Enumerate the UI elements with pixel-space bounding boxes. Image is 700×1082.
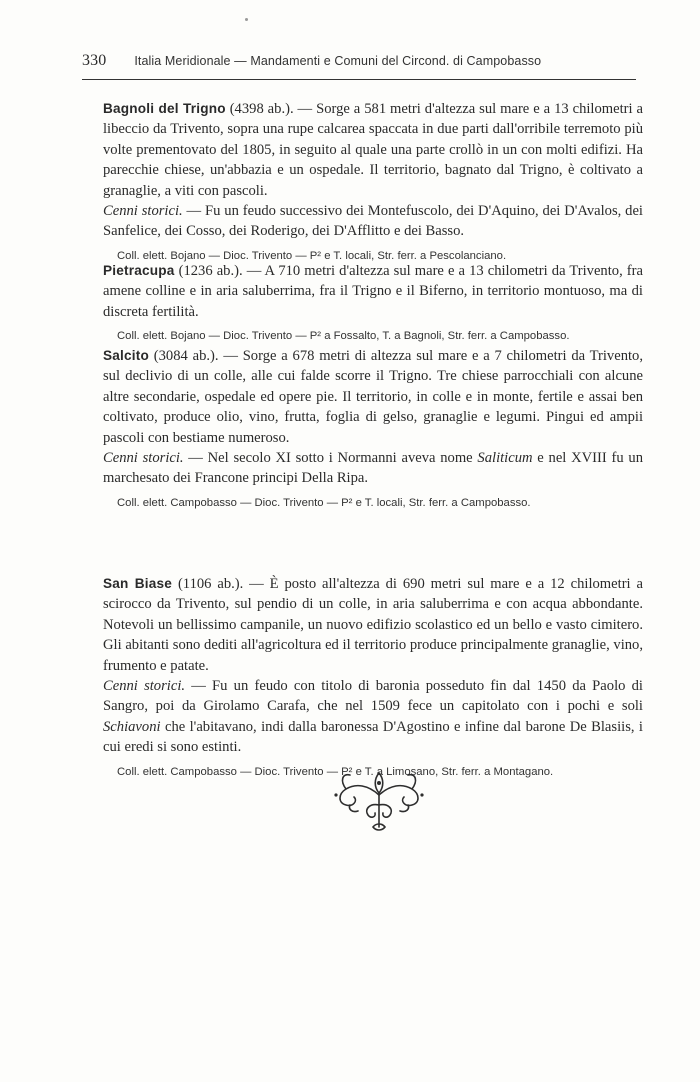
entry-name: Bagnoli del Trigno	[103, 101, 226, 116]
cenni-label: Cenni storici.	[103, 678, 186, 695]
entry-description	[103, 261, 643, 322]
entry-bagnoli-del-trigno	[103, 99, 643, 264]
entry-name: Pietracupa	[103, 263, 175, 278]
running-header	[82, 52, 636, 70]
entry-admin-line: Coll. elett. Campobasso — Dioc. Trivento — P² e T. a Limosano, Str. ferr. a Montagano.	[117, 765, 554, 778]
running-title: Italia Meridionale — Mandamenti e Comuni del Circond. di Campobasso	[134, 54, 542, 68]
cenni-text: e nel XVIII fu un marchesato dei Francone principi Della Ripa.	[103, 450, 643, 487]
entry-admin-line: Coll. elett. Campobasso — Dioc. Trivento — P² e T. locali, Str. ferr. a Campobasso.	[117, 496, 531, 509]
entry-admin-line: Coll. elett. Bojano — Dioc. Trivento — P² e T. locali, Str. ferr. a Pescolanciano.	[117, 249, 507, 262]
cenni-text: — Fu un feudo successivo dei Montefuscolo, dei D'Aquino, dei D'Avalos, dei Sanfelice, dei Cosso, dei Roderigo, dei D'Afflitto e dei Basso.	[103, 203, 643, 240]
page-number: 330	[82, 52, 107, 69]
entry-san-biase	[103, 574, 643, 780]
cenni-text: — Fu un feudo con titolo di baronia posseduto fin dal 1450 da Paolo di Sangro, poi da Girolamo Carafa, che nel 1509 fece un capitolato con i pochi e soli	[103, 678, 643, 715]
entry-admin-line: Coll. elett. Bojano — Dioc. Trivento — P² a Fossalto, T. a Bagnoli, Str. ferr. a Campobasso.	[117, 330, 570, 343]
entry-description	[103, 574, 643, 676]
entry-text: (4398 ab.). — Sorge a 581 metri d'altezza sul mare e a 13 chilometri a libeccio da Trivento, sopra una rupe calcarea spaccata in due parti dall'orribile terremoto più volte prementovato del 1805, in seguito al quale una parte crollò in un con molti edifizi. Ha parecchie chiese, un'abbazia e un ospedale. Il territorio, bagnato dal Trigno, è coltivato a granaglie, a viti con pascoli.	[103, 101, 643, 199]
entry-history	[103, 676, 643, 758]
header-rule	[82, 79, 636, 80]
cenni-label: Cenni storici.	[103, 203, 183, 220]
cenni-italic-term: Schiavoni	[103, 718, 161, 735]
entry-history	[103, 201, 643, 242]
entry-description	[103, 346, 643, 448]
entry-name: Salcito	[103, 348, 149, 363]
entry-salcito	[103, 346, 643, 511]
entry-text: (3084 ab.). — Sorge a 678 metri di altezza sul mare e a 7 chilometri da Trivento, sul declivio di un colle, alle cui falde scorre il Trigno. Tre chiese parrocchiali con alcune altre secondarie, ospedale ed opere pie. Il territorio, in colle e in monte, fertile e assai ben coltivato, produce olio, vino, frutta, foglia di gelso, granaglie e legumi. Pingui ed ampii pascoli con bestiame numeroso.	[103, 348, 643, 446]
entry-pietracupa	[103, 261, 643, 344]
entry-text: (1236 ab.). — A 710 metri d'altezza sul mare e a 13 chilometri da Trivento, fra amene colline e in aria saluberrima, fra il Trigno e il Biferno, in territorio montuoso, ma di discreta fertilità.	[103, 263, 643, 320]
cenni-text: che l'abitavano, indi dalla baronessa D'Agostino e infine dal barone De Blasiis, i cui eredi si sono estinti.	[103, 718, 643, 756]
cenni-label: Cenni storici.	[103, 450, 184, 467]
cenni-italic-term: Saliticum	[477, 450, 533, 467]
page-speck	[245, 18, 248, 21]
entry-text: (1106 ab.). — È posto all'altezza di 690 metri sul mare e a 12 chilometri a scirocco da Trivento, sul pendio di un colle, in aria saluberrima e con acqua abbondante. Notevoli un bellissimo campanile, un nuovo edifizio scolastico ed un bello e vasto cimitero. Gli abitanti sono dediti all'agricoltura ed il territorio produce principalmente granaglie, vino, frumento e patate.	[103, 576, 643, 674]
entry-name: San Biase	[103, 576, 173, 591]
entry-description	[103, 99, 643, 201]
cenni-text: — Nel secolo XI sotto i Normanni aveva nome	[183, 450, 478, 467]
entry-history	[103, 448, 643, 489]
fleuron-ornament-icon	[328, 765, 430, 835]
